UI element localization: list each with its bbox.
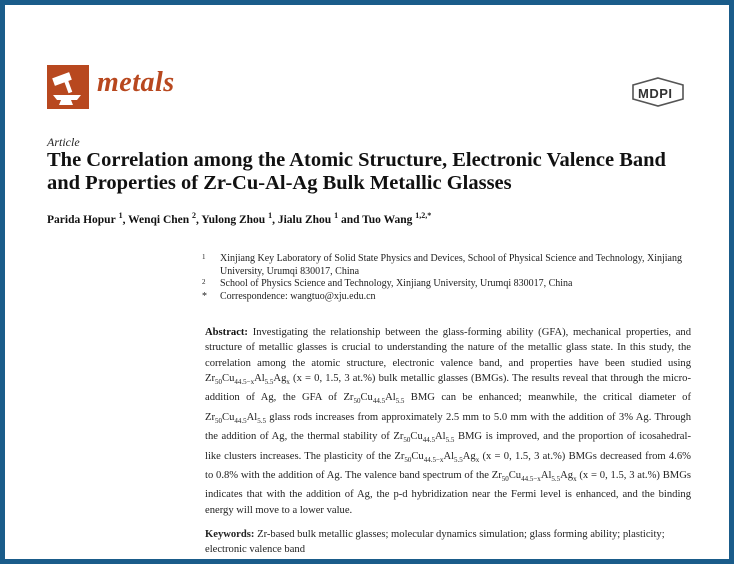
affiliation-mark: 1 bbox=[202, 253, 206, 261]
author-affiliation: 1 bbox=[118, 211, 123, 220]
author-name: Jialu Zhou bbox=[277, 213, 332, 226]
affiliation-mark: * bbox=[202, 290, 207, 302]
anvil-hammer-icon bbox=[47, 65, 89, 109]
abstract-label: Abstract: bbox=[205, 327, 248, 338]
article-type: Article bbox=[47, 135, 80, 149]
affiliation-item bbox=[202, 253, 682, 278]
affiliation-item bbox=[202, 278, 682, 291]
author-affiliation: 2 bbox=[192, 211, 197, 220]
author-affiliation: 1,2,* bbox=[415, 211, 432, 220]
correspondence-item bbox=[202, 291, 682, 304]
affiliation-list bbox=[202, 253, 682, 303]
keywords-text: Zr-based bulk metallic glasses; molecular dynamics simulation; glass forming ability; plasticity; electronic valence band bbox=[205, 529, 665, 556]
keywords bbox=[205, 527, 691, 558]
affiliation-text: School of Physics Science and Technology, Xinjiang University, Urumqi 830017, China bbox=[220, 278, 573, 289]
paper-page bbox=[5, 5, 729, 559]
journal-name: metals bbox=[97, 67, 175, 98]
affiliation-mark: 2 bbox=[202, 278, 206, 286]
article-title: The Correlation among the Atomic Structure, Electronic Valence Band and Properties of Zr-Cu-Al-Ag Bulk Metallic Glasses bbox=[47, 149, 666, 194]
publisher-name: MDPI bbox=[638, 86, 673, 101]
keywords-label: Keywords: bbox=[205, 529, 255, 540]
author-name: Tuo Wang bbox=[362, 213, 413, 226]
author-list: Parida Hopur $^1$, Wenqi Chen $^2$, Yulong Zhou $^1$, Jialu Zhou $^1$ and Tuo Wang $^{1,2,*}$ bbox=[47, 211, 432, 226]
affiliation-text: Xinjiang Key Laboratory of Solid State Physics and Devices, School of Physical Science and Technology, Xinjiang University, Urumqi 830017, China bbox=[220, 253, 682, 277]
author-affiliation: 1 bbox=[334, 211, 339, 220]
author-name: Wenqi Chen bbox=[128, 213, 190, 226]
author-name: Yulong Zhou bbox=[201, 213, 266, 226]
abstract bbox=[205, 325, 691, 518]
abstract-text: Investigating the relationship between the glass-forming ability (GFA), mechanical properties, and structure of metallic glasses is crucial to understanding the nature of the metallic glass state. In this study, the correlation among the atomic structure, electronic valence band, and properties have been studied using $Zr_{50}Cu_{44.5-x}Al_{5.5}Ag_x$ (x = 0, 1.5, 3 at.%) bulk metallic glasses (BMGs). The results reveal that through the micro-addition of Ag, the GFA of $Zr_{50}Cu_{44.5}Al_{5.5}$ BMG can be enhanced; meanwhile, the critical diameter of $Zr_{50}Cu_{44.5}Al_{5.5}$ glass rods increases from approximately 2.5 mm to 5.0 mm with the addition of 3% Ag. Through the addition of Ag, the thermal stability of $Zr_{50}Cu_{44.5}Al_{5.5}$ BMG is improved, and the proportion of icosahedral-like clusters increases. The plasticity of the $Zr_{50}Cu_{44.5-x}Al_{5.5}Ag_x$ (x = 0, 1.5, 3 at.%) BMGs decreased from 4.6% to 0.8% with the addition of Ag. The valence band spectrum of the $Zr_{50}Cu_{44.5-x}Al_{5.5}Ag_x$ (x = 0, 1.5, 3 at.%) BMGs indicates that with the addition of Ag, the p-d hybridization near the Fermi level is enhanced, and the binding energy will move to a lower value. bbox=[205, 327, 691, 516]
author-name: Parida Hopur bbox=[47, 213, 116, 226]
author-affiliation: 1 bbox=[268, 211, 273, 220]
correspondence-text: Correspondence: wangtuo@xju.edu.cn bbox=[220, 290, 376, 302]
